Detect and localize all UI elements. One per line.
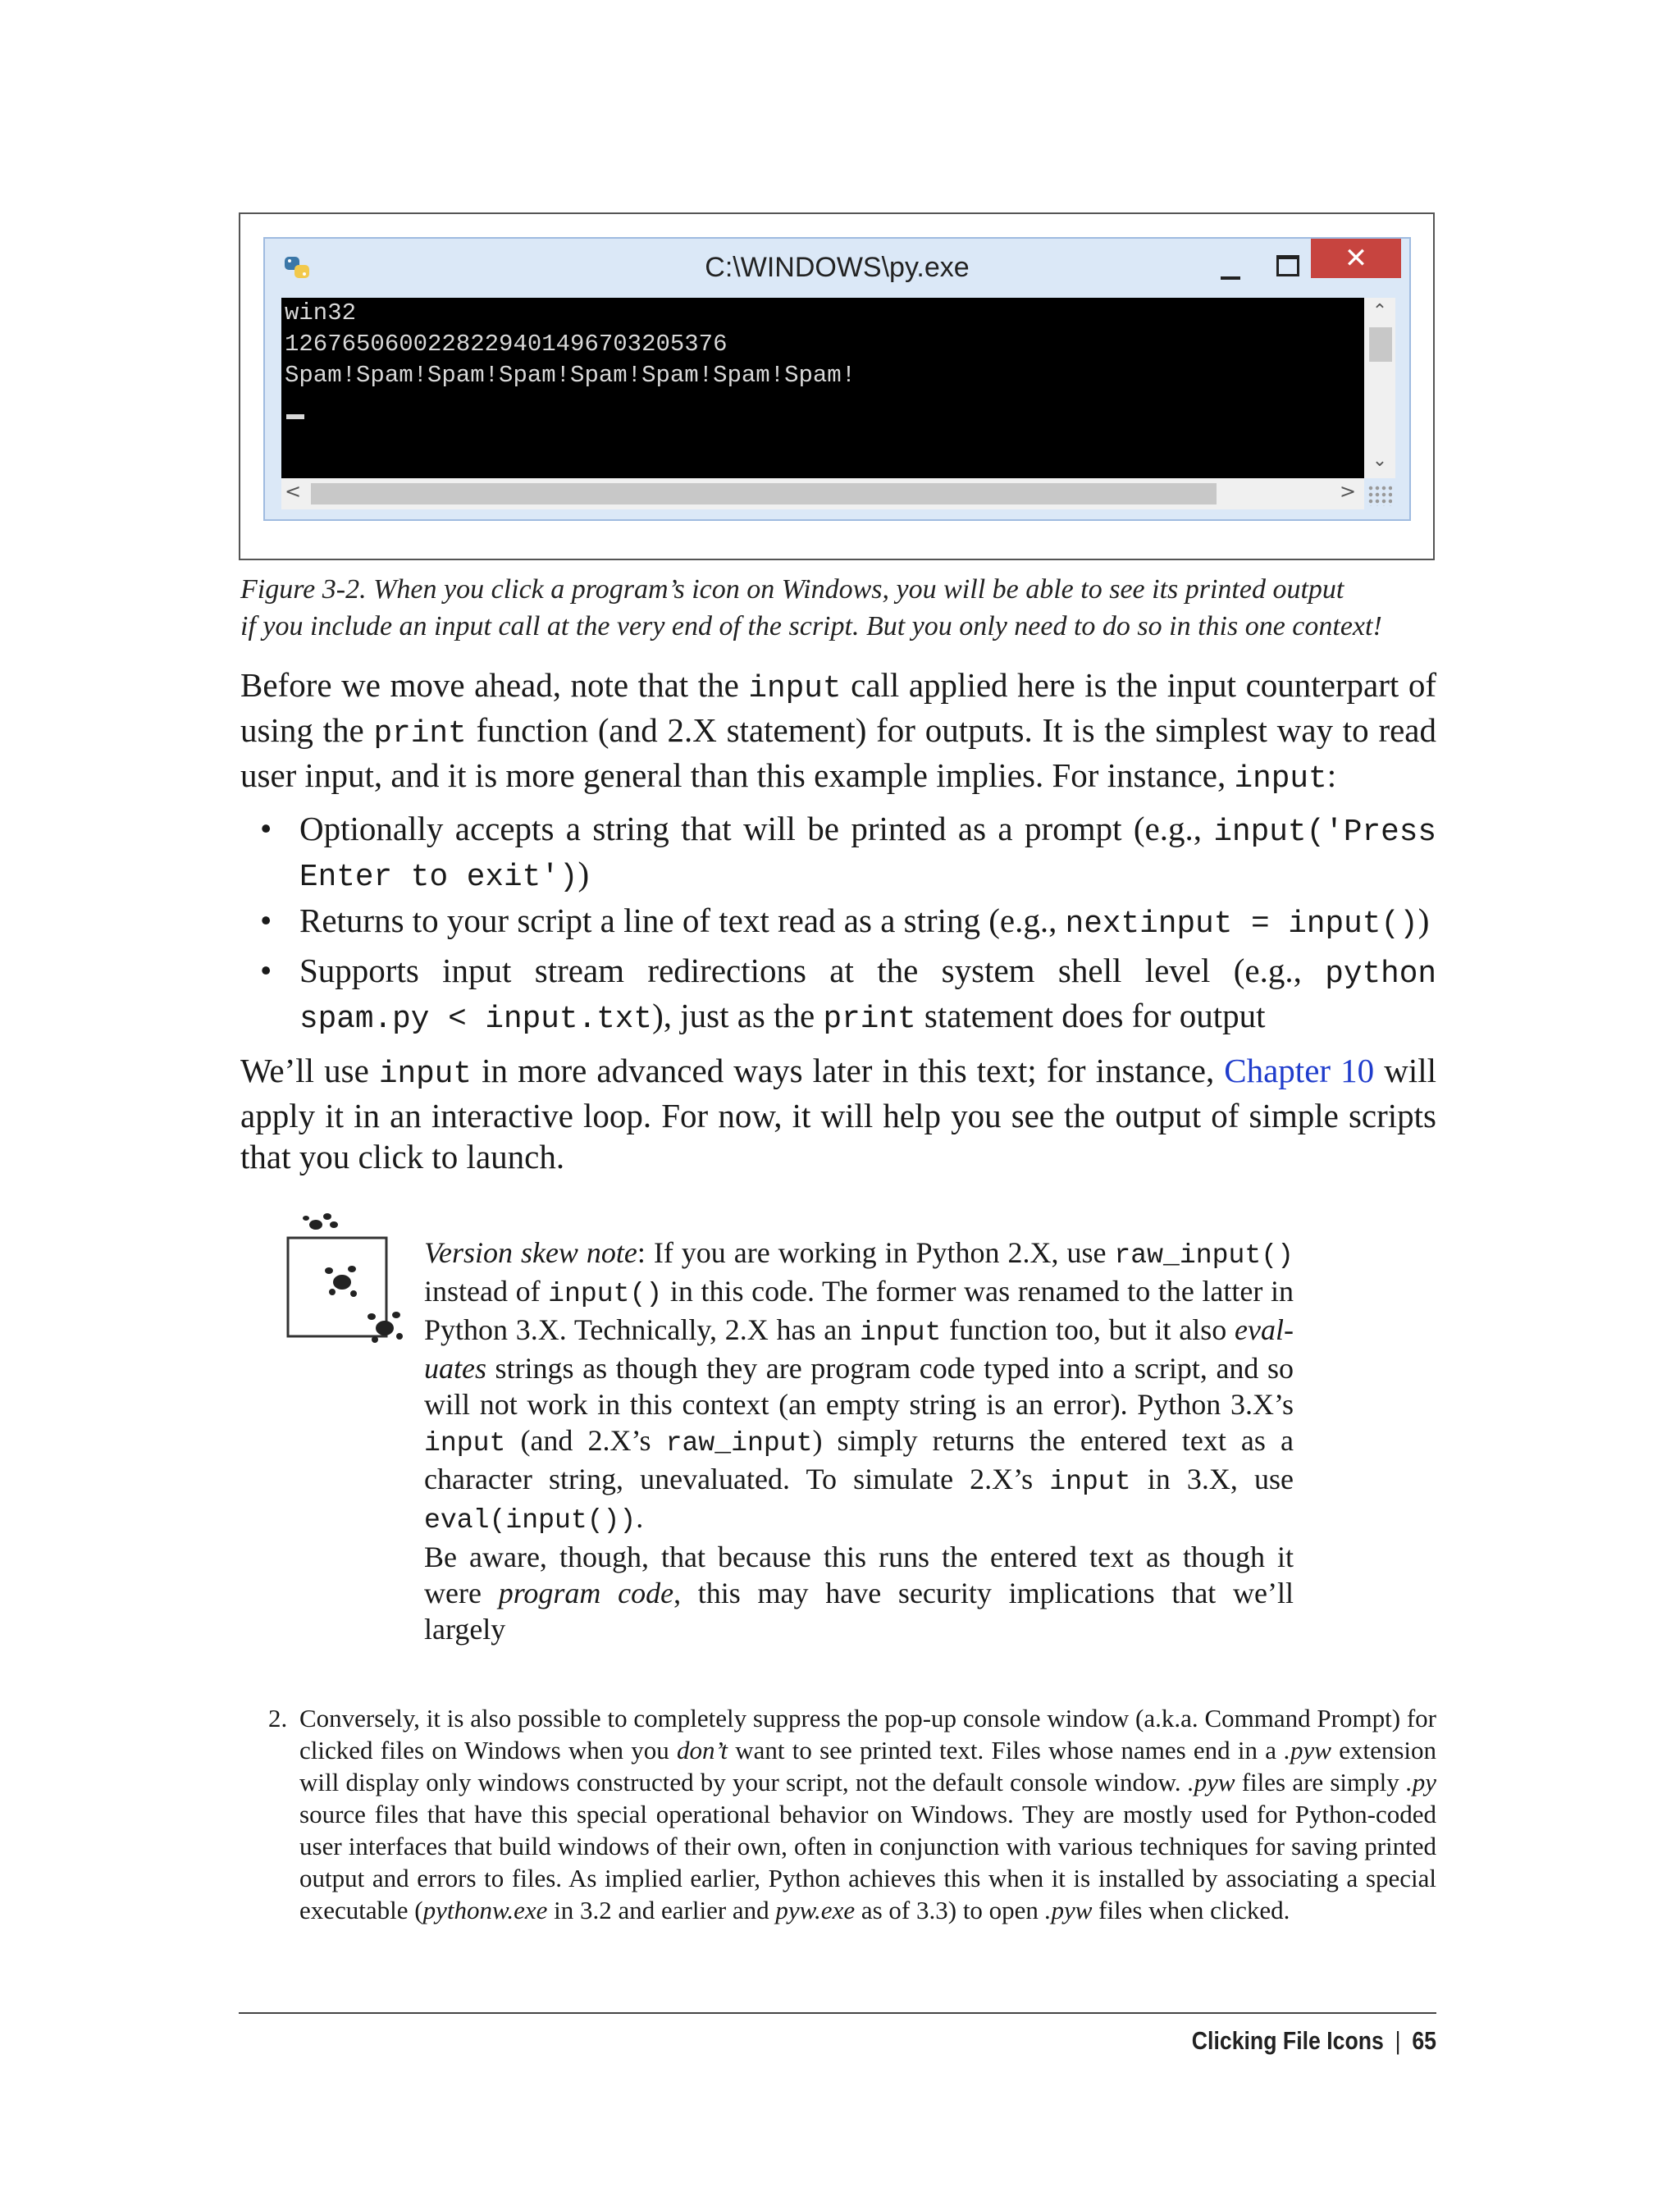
inline-code: nextinput = input() [1065, 907, 1418, 942]
title-bar[interactable] [265, 239, 1409, 298]
text: as of 3.3) to open [855, 1896, 1045, 1924]
bullet-icon: • [260, 952, 272, 989]
maximize-button[interactable] [1270, 250, 1303, 278]
bullet-item [260, 950, 1436, 1040]
text: function too, but it also [941, 1313, 1235, 1346]
security-note [424, 1539, 1294, 1647]
text: : If you are working in Python 2.X, use [637, 1236, 1115, 1269]
text: will apply it in an interactive loop. For now, it will help you see the output of simple scripts that you click to launch. [240, 1052, 1436, 1176]
inline-code: eval(input()) [424, 1504, 637, 1536]
text: ), just as the [652, 997, 824, 1034]
inline-code: input [1234, 762, 1327, 797]
text: We’ll use [240, 1052, 379, 1089]
text: Returns to your script a line of text read as a string (e.g., [299, 902, 1066, 939]
minimize-button[interactable] [1214, 257, 1247, 285]
text: Conversely, it is also possible to completely suppress the pop-up console window (a.k.a. Command Prompt) for clicked files on Windows when you [299, 1704, 1436, 1764]
text: files are simply [1235, 1768, 1406, 1796]
inline-code: input('Press Enter to exit') [299, 815, 1436, 895]
inline-code: python spam.py < input.txt [299, 957, 1436, 1037]
caption-line: if you include an input call at the very end of the script. But you only need to do so in this one context! [240, 611, 1382, 641]
text: . [636, 1501, 644, 1534]
bullet-icon: • [260, 902, 272, 939]
text: (and 2.X’s [505, 1424, 666, 1457]
italic-text: pythonw.exe [422, 1896, 548, 1924]
horizontal-scroll-thumb[interactable] [311, 483, 1217, 504]
text: Optionally accepts a string that will be printed as a prompt (e.g., [299, 810, 1214, 847]
italic-text: program code [498, 1577, 674, 1609]
italic-text: pyw.exe [775, 1896, 856, 1924]
inline-code: print [823, 1002, 916, 1037]
bullet-icon: • [260, 810, 272, 847]
footer-rule [239, 2012, 1436, 2014]
text: strings as though they are program code typed into a script, and so will not work in this context (an empty string is an error). Python 3.X’s [424, 1352, 1294, 1421]
text: , this may have security implications that we’ll largely [424, 1577, 1294, 1646]
scroll-down-icon[interactable]: ⌄ [1372, 450, 1388, 471]
scroll-up-icon[interactable]: ⌃ [1372, 301, 1388, 322]
footnote-number: 2. [268, 1704, 288, 1732]
text: call applied here is the input counterpart of using the [240, 666, 1436, 749]
italic-text: .py [1406, 1768, 1437, 1796]
text: ) simply returns the entered text as a character string, unevaluated. To simulate 2.X’s [424, 1424, 1294, 1495]
inline-code: input() [548, 1278, 663, 1309]
text-cursor [286, 414, 304, 419]
inline-code: print [373, 717, 467, 751]
footnote-text [299, 1702, 1436, 1926]
inline-code: input [748, 672, 842, 706]
italic-text: Version skew note [424, 1236, 637, 1269]
horizontal-scrollbar[interactable] [281, 478, 1364, 509]
text: statement does for output [915, 997, 1266, 1034]
console-output[interactable] [281, 298, 1364, 478]
italic-text: .pyw [1044, 1896, 1093, 1924]
footer-separator: | [1395, 2026, 1401, 2055]
inline-code: input [1049, 1466, 1131, 1497]
text: want to see printed text. Files whose names end in a [728, 1736, 1285, 1764]
version-skew-note [424, 1235, 1294, 1538]
page-number: 65 [1412, 2026, 1436, 2055]
italic-text: don’t [677, 1736, 728, 1764]
inline-code: input [424, 1427, 506, 1459]
italic-text: .pyw [1187, 1768, 1235, 1796]
followup-paragraph [240, 1050, 1436, 1177]
inline-code: input [860, 1317, 942, 1348]
figure-caption [240, 571, 1436, 645]
text: files when clicked. [1092, 1896, 1290, 1924]
console-line: win32 [285, 299, 357, 326]
scroll-right-icon[interactable]: > [1340, 480, 1357, 503]
inline-code: raw_input() [1114, 1239, 1294, 1271]
text: function (and 2.X statement) for outputs. It is the simplest way to read user input, and it is more general than this example implies. For instance, [240, 711, 1436, 794]
inline-code: input [378, 1057, 472, 1092]
text: Be aware, though, that because this runs the entered text as though it were [424, 1541, 1294, 1609]
text: extension will display only windows constructed by your script, not the default console window. [299, 1736, 1437, 1796]
chapter-10-link[interactable]: Chapter 10 [1224, 1052, 1375, 1089]
console-line: Spam!Spam!Spam!Spam!Spam!Spam!Spam!Spam! [285, 362, 856, 389]
italic-text: .pyw [1284, 1736, 1331, 1764]
text: Supports input stream redirections at the system shell level (e.g., [299, 952, 1326, 989]
text: : [1326, 756, 1337, 794]
console-window[interactable] [263, 237, 1411, 521]
intro-paragraph [240, 664, 1436, 800]
text: in more advanced ways later in this text; for instance, [472, 1052, 1225, 1089]
bullet-item [260, 808, 1436, 898]
caption-line: Figure 3-2. When you click a program’s icon on Windows, you will be able to see its printed output [240, 574, 1344, 605]
text: in 3.X, use [1130, 1463, 1294, 1495]
window-title: C:\WINDOWS\py.exe [705, 252, 970, 283]
text: Before we move ahead, note that the [240, 666, 749, 704]
text: ) [578, 855, 590, 892]
inline-code: raw_input [665, 1427, 813, 1459]
text: instead of [424, 1275, 549, 1308]
animal-tracks-note-icon [283, 1207, 414, 1354]
section-title: Clicking File Icons [1191, 2026, 1384, 2055]
scroll-left-icon[interactable]: < [285, 480, 302, 503]
text: in 3.2 and earlier and [547, 1896, 776, 1924]
vertical-scrollbar[interactable] [1364, 298, 1395, 478]
close-button[interactable]: ✕ [1311, 239, 1401, 278]
console-line: 1267650600228229401496703205376 [285, 331, 728, 358]
text: ) [1418, 902, 1430, 939]
italic-text: evaluates [424, 1313, 1294, 1385]
text: in this code. The former was renamed to the latter in Python 3.X. Technically, 2.X has an [424, 1275, 1294, 1346]
vertical-scroll-thumb[interactable] [1369, 327, 1392, 362]
bullet-item [260, 900, 1436, 945]
resize-grip-icon[interactable] [1367, 485, 1392, 506]
text: source files that have this special operational behavior on Windows. They are mostly used for Python-coded user interfaces that build windows of their own, often in conjunction with various techniques for saving printed output and errors to files. As implied earlier, Python achieves this when it is installed by associating a special executable ( [299, 1800, 1436, 1924]
running-footer [1048, 2026, 1436, 2056]
